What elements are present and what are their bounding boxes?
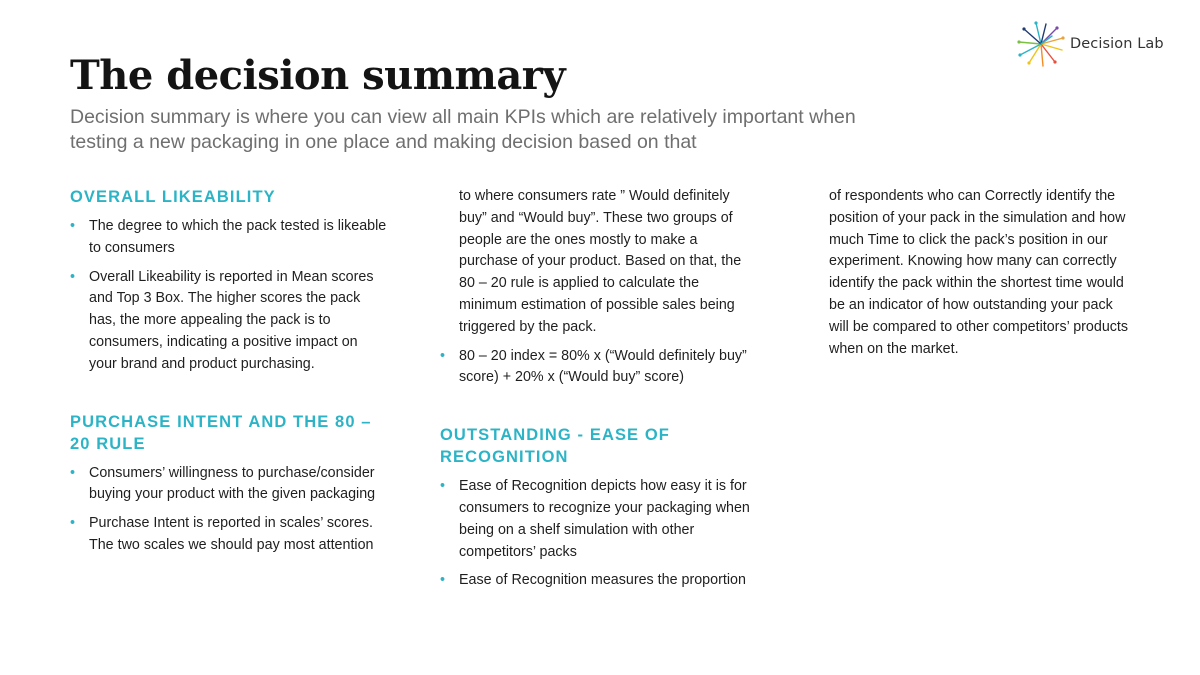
ease-of-recognition-list [440,476,758,592]
section-heading-likeability: OVERALL LIKEABILITY [70,188,276,206]
list-item: • Consumers’ willingness to purchase/consider buying your product with the given packaging [70,463,388,507]
section-heading-ease-of-recognition: OUTSTANDING - EASE OF RECOGNITION [440,426,670,467]
list-item-continued: to where consumers rate ” Would definitely buy” and “Would buy”. These two groups of people are the ones mostly to make a purchase of your product. Based on that, the 80 – 20 rule is applied to calculate the minimum estimation of possible sales being triggered by the pack. [459,188,742,335]
purchase-intent-list-continued [440,186,758,389]
list-item: • Ease of Recognition measures the proportion [440,570,758,592]
list-item: • 80 – 20 index = 80% x (“Would definitely buy” score) + 20% x (“Would buy” score) [440,346,758,390]
list-item-continued: of respondents who can Correctly identify the position of your pack in the simulation and how much Time to click the pack’s position in our experiment. Knowing how many can correctly identify the pack within the shortest time would be an indicator of how outstanding your pack will be compared to other competitors’ products when on the market. [829,188,1129,357]
list-item: • Ease of Recognition depicts how easy it is for consumers to recognize your packaging when being on a shelf simulation with other competitors’ packs [440,476,758,563]
section-heading-purchase-intent: PURCHASE INTENT AND THE 80 – 20 RULE [70,412,372,453]
column-2 [440,186,758,592]
list-item: • Overall Likeability is reported in Mean scores and Top 3 Box. The higher scores the pack has, the more appealing the pack is to consumers, indicating a positive impact on your brand and product purchasing. [70,267,388,376]
page-title: The decision summary [70,52,566,99]
starburst-logo-icon [1016,20,1066,68]
column-3 [810,186,1135,360]
column-1 [70,186,388,557]
page-subtitle: Decision summary is where you can view all main KPIs which are relatively important when testing a new packaging in one place and making decision based on that [70,106,856,153]
likeability-list [70,216,388,376]
list-item: • The degree to which the pack tested is likeable to consumers [70,216,388,260]
list-item: • Purchase Intent is reported in scales’ scores. The two scales we should pay most attention [70,513,388,557]
ease-of-recognition-list-continued [810,186,1135,360]
brand-logo [1016,20,1164,68]
purchase-intent-list [70,463,388,557]
brand-name: Decision Lab [1070,36,1164,52]
